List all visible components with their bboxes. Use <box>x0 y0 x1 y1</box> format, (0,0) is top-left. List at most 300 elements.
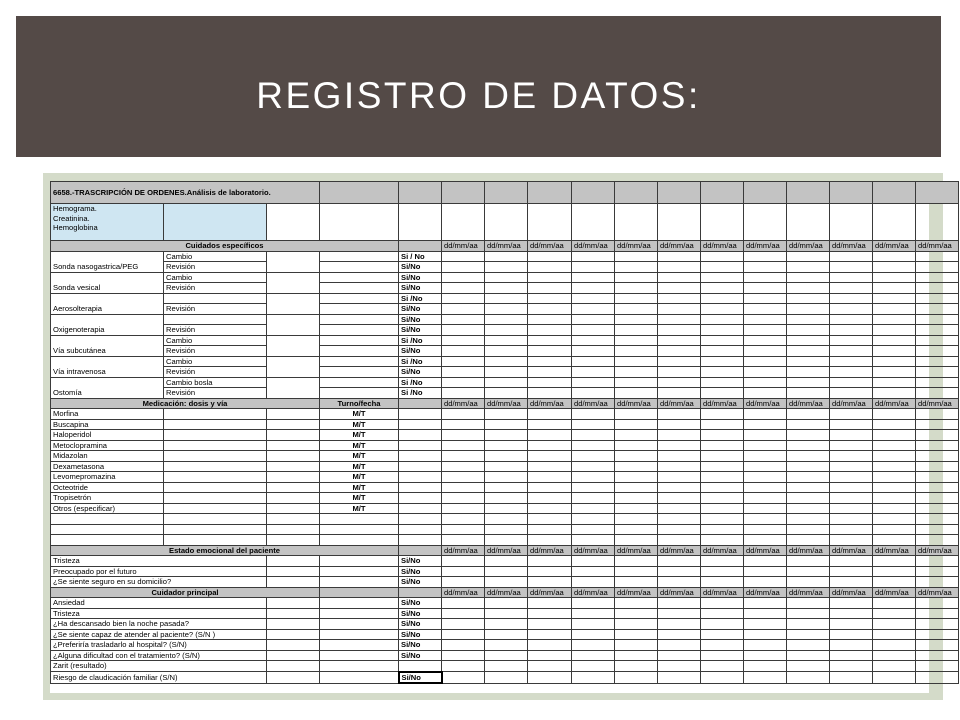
empty-cell <box>873 262 916 273</box>
empty-cell <box>830 598 873 609</box>
empty-cell <box>873 524 916 535</box>
empty-cell <box>744 556 787 567</box>
date-header-cell: dd/mm/aa <box>442 587 485 598</box>
empty-cell <box>485 409 528 420</box>
empty-cell <box>744 672 787 684</box>
empty-cell <box>744 335 787 346</box>
emotional-row <box>51 556 959 567</box>
empty-cell <box>701 503 744 514</box>
empty-cell <box>658 346 701 357</box>
empty-cell <box>615 672 658 684</box>
drug-label: Levomepromazina <box>51 472 164 483</box>
care-action-label: Revisión <box>164 388 267 399</box>
care-row <box>51 377 959 388</box>
turno-cell: M/T <box>320 430 399 441</box>
empty-cell <box>572 650 615 661</box>
empty-cell <box>615 262 658 273</box>
empty-cell <box>615 577 658 588</box>
empty-cell <box>320 629 399 640</box>
empty-cell <box>528 619 572 630</box>
empty-cell <box>615 367 658 378</box>
empty-cell <box>916 272 959 283</box>
empty-cell <box>442 293 485 304</box>
empty-cell <box>528 461 572 472</box>
empty-cell <box>658 204 701 241</box>
empty-cell <box>528 346 572 357</box>
empty-cell <box>615 283 658 294</box>
empty-cell <box>442 566 485 577</box>
empty-cell <box>744 182 787 204</box>
empty-cell <box>701 204 744 241</box>
empty-cell <box>528 556 572 567</box>
empty-cell <box>873 472 916 483</box>
date-header-cell: dd/mm/aa <box>572 398 615 409</box>
empty-cell <box>658 661 701 672</box>
empty-cell <box>528 325 572 336</box>
empty-cell <box>572 325 615 336</box>
empty-cell <box>916 440 959 451</box>
empty-cell <box>787 440 830 451</box>
empty-cell <box>615 388 658 399</box>
empty-cell <box>701 430 744 441</box>
empty-cell <box>399 503 442 514</box>
empty-cell <box>267 524 320 535</box>
empty-cell <box>399 461 442 472</box>
empty-cell <box>51 535 164 546</box>
medication-row <box>51 461 959 472</box>
empty-cell <box>399 493 442 504</box>
empty-cell <box>615 535 658 546</box>
section-row <box>51 241 959 252</box>
empty-cell <box>873 598 916 609</box>
date-header-cell: dd/mm/aa <box>873 545 916 556</box>
empty-cell <box>164 409 267 420</box>
empty-cell <box>787 377 830 388</box>
emotional-label: ¿Se siente seguro en su domicilio? <box>51 577 267 588</box>
empty-cell <box>701 314 744 325</box>
empty-cell <box>485 493 528 504</box>
empty-cell <box>615 503 658 514</box>
empty-cell <box>830 608 873 619</box>
care-action-label: Revisión <box>164 346 267 357</box>
empty-cell <box>572 440 615 451</box>
empty-cell <box>701 650 744 661</box>
empty-cell <box>701 608 744 619</box>
empty-cell <box>787 619 830 630</box>
empty-cell <box>744 514 787 525</box>
turno-cell: M/T <box>320 503 399 514</box>
blank-row <box>51 524 959 535</box>
empty-cell <box>658 629 701 640</box>
empty-cell <box>916 262 959 273</box>
section-row <box>51 398 959 409</box>
empty-cell <box>744 314 787 325</box>
empty-cell <box>787 367 830 378</box>
empty-cell <box>787 204 830 241</box>
empty-cell <box>916 661 959 672</box>
empty-cell <box>528 283 572 294</box>
empty-cell <box>267 451 320 462</box>
lab-test-label: Creatinina. <box>53 213 90 223</box>
empty-cell <box>485 367 528 378</box>
date-header-cell: dd/mm/aa <box>485 241 528 252</box>
empty-cell <box>485 451 528 462</box>
empty-cell <box>873 293 916 304</box>
empty-cell <box>787 335 830 346</box>
date-header-cell: dd/mm/aa <box>916 545 959 556</box>
empty-cell <box>916 182 959 204</box>
care-item-label: Vía intravenosa <box>51 356 164 377</box>
empty-cell <box>572 461 615 472</box>
page-title: REGISTRO DE DATOS: <box>256 74 701 116</box>
empty-cell <box>658 293 701 304</box>
empty-cell <box>442 461 485 472</box>
empty-cell <box>615 204 658 241</box>
empty-cell <box>615 182 658 204</box>
empty-cell <box>485 608 528 619</box>
empty-cell <box>830 650 873 661</box>
empty-cell <box>701 325 744 336</box>
caregiver-row <box>51 629 959 640</box>
empty-cell <box>873 482 916 493</box>
empty-cell <box>830 440 873 451</box>
empty-cell <box>873 346 916 357</box>
empty-cell <box>572 367 615 378</box>
date-header-cell: dd/mm/aa <box>701 398 744 409</box>
empty-cell <box>830 451 873 462</box>
empty-cell <box>485 472 528 483</box>
empty-cell <box>572 619 615 630</box>
empty-cell <box>320 293 399 304</box>
care-action-label: Revisión <box>164 262 267 273</box>
empty-cell <box>164 451 267 462</box>
caregiver-label: ¿Alguna dificultad con el tratamiento? (S/N) <box>51 650 267 661</box>
empty-cell <box>572 566 615 577</box>
empty-cell <box>442 430 485 441</box>
empty-cell <box>442 272 485 283</box>
date-header-cell: dd/mm/aa <box>830 241 873 252</box>
empty-cell <box>572 272 615 283</box>
empty-cell <box>615 251 658 262</box>
caregiver-row <box>51 672 959 684</box>
care-row <box>51 367 959 378</box>
turno-cell: M/T <box>320 482 399 493</box>
empty-cell <box>873 608 916 619</box>
empty-cell <box>830 482 873 493</box>
empty-cell <box>787 608 830 619</box>
empty-cell <box>528 409 572 420</box>
care-item-label: Sonda vesical <box>51 272 164 293</box>
empty-cell <box>442 640 485 651</box>
empty-cell <box>701 556 744 567</box>
empty-cell <box>442 204 485 241</box>
empty-cell <box>787 650 830 661</box>
empty-cell <box>787 672 830 684</box>
empty-cell <box>528 608 572 619</box>
medication-row <box>51 409 959 420</box>
date-header-cell: dd/mm/aa <box>658 398 701 409</box>
empty-cell <box>572 472 615 483</box>
empty-cell <box>267 608 320 619</box>
yes-no-cell: Si/No <box>399 325 442 336</box>
empty-cell <box>572 672 615 684</box>
empty-cell <box>830 182 873 204</box>
empty-cell <box>701 524 744 535</box>
empty-cell <box>267 556 320 567</box>
empty-cell <box>830 419 873 430</box>
drug-label: Metoclopramina <box>51 440 164 451</box>
empty-cell <box>399 204 442 241</box>
empty-cell <box>615 325 658 336</box>
empty-cell <box>442 619 485 630</box>
empty-cell <box>701 472 744 483</box>
empty-cell <box>701 419 744 430</box>
empty-cell <box>442 608 485 619</box>
empty-cell <box>830 493 873 504</box>
empty-cell <box>528 182 572 204</box>
empty-cell <box>267 577 320 588</box>
empty-cell <box>615 661 658 672</box>
date-header-cell: dd/mm/aa <box>830 398 873 409</box>
empty-cell <box>399 514 442 525</box>
medication-row <box>51 430 959 441</box>
empty-cell <box>787 472 830 483</box>
empty-cell <box>615 451 658 462</box>
medication-row <box>51 482 959 493</box>
empty-cell <box>485 262 528 273</box>
date-header-cell: dd/mm/aa <box>485 398 528 409</box>
empty-cell <box>744 419 787 430</box>
empty-cell <box>320 346 399 357</box>
empty-cell <box>164 493 267 504</box>
empty-cell <box>830 346 873 357</box>
section-title: Cuidador principal <box>51 587 320 598</box>
empty-cell <box>528 566 572 577</box>
empty-cell <box>320 661 399 672</box>
empty-cell <box>528 251 572 262</box>
blank-row <box>51 514 959 525</box>
empty-cell <box>830 640 873 651</box>
empty-cell <box>787 482 830 493</box>
empty-cell <box>916 650 959 661</box>
emotional-label: Tristeza <box>51 556 267 567</box>
yes-no-cell: Si/No <box>399 608 442 619</box>
drug-label: Buscapina <box>51 419 164 430</box>
empty-cell <box>658 556 701 567</box>
empty-cell <box>658 251 701 262</box>
empty-cell <box>615 335 658 346</box>
empty-cell <box>399 451 442 462</box>
empty-cell <box>658 440 701 451</box>
caregiver-label: ¿Preferiría trasladarlo al hospital? (S/N) <box>51 640 267 651</box>
empty-cell <box>485 182 528 204</box>
yes-no-cell: Si/No <box>399 619 442 630</box>
empty-cell <box>164 524 267 535</box>
empty-cell <box>485 314 528 325</box>
empty-cell <box>615 629 658 640</box>
empty-cell <box>442 661 485 672</box>
empty-cell <box>873 304 916 315</box>
empty-cell <box>485 535 528 546</box>
caregiver-label: ¿Se siente capaz de atender al paciente? (S/N ) <box>51 629 267 640</box>
empty-cell <box>442 182 485 204</box>
empty-cell <box>701 262 744 273</box>
empty-cell <box>485 304 528 315</box>
empty-cell <box>572 182 615 204</box>
empty-cell <box>787 409 830 420</box>
empty-cell <box>916 367 959 378</box>
empty-cell <box>615 524 658 535</box>
empty-cell <box>744 524 787 535</box>
empty-cell <box>442 503 485 514</box>
date-header-cell: dd/mm/aa <box>615 587 658 598</box>
empty-cell <box>701 440 744 451</box>
empty-cell <box>399 524 442 535</box>
empty-cell <box>528 514 572 525</box>
empty-cell <box>51 524 164 535</box>
yes-no-cell: Si/No <box>399 556 442 567</box>
drug-label: Octeotride <box>51 482 164 493</box>
empty-cell <box>320 608 399 619</box>
medication-row <box>51 419 959 430</box>
empty-cell <box>916 346 959 357</box>
care-action-label: Cambio <box>164 356 267 367</box>
yes-no-cell: Si/No <box>399 304 442 315</box>
caregiver-label: Tristeza <box>51 608 267 619</box>
date-header-cell: dd/mm/aa <box>744 241 787 252</box>
empty-cell <box>916 419 959 430</box>
lab-tests-cell <box>51 204 164 241</box>
empty-cell <box>916 535 959 546</box>
empty-cell <box>873 356 916 367</box>
empty-cell <box>485 598 528 609</box>
empty-cell <box>528 335 572 346</box>
empty-cell <box>744 251 787 262</box>
empty-cell <box>701 283 744 294</box>
empty-cell <box>572 524 615 535</box>
empty-cell <box>701 661 744 672</box>
empty-cell <box>572 388 615 399</box>
empty-cell <box>873 577 916 588</box>
empty-cell <box>873 314 916 325</box>
empty-cell <box>528 598 572 609</box>
empty-cell <box>744 325 787 336</box>
empty-cell <box>320 619 399 630</box>
yes-no-cell: Si/No <box>399 577 442 588</box>
empty-cell <box>485 388 528 399</box>
empty-cell <box>615 514 658 525</box>
yes-no-cell: Si/No <box>399 314 442 325</box>
empty-cell <box>528 430 572 441</box>
empty-cell <box>485 619 528 630</box>
empty-cell <box>873 388 916 399</box>
empty-cell <box>701 388 744 399</box>
empty-cell <box>442 629 485 640</box>
empty-cell <box>267 430 320 441</box>
care-row <box>51 325 959 336</box>
date-header-cell: dd/mm/aa <box>485 587 528 598</box>
empty-cell <box>916 598 959 609</box>
drug-label: Haloperidol <box>51 430 164 441</box>
date-header-cell: dd/mm/aa <box>916 587 959 598</box>
empty-cell <box>572 451 615 462</box>
medication-row <box>51 503 959 514</box>
care-row <box>51 346 959 357</box>
empty-cell <box>744 650 787 661</box>
empty-cell <box>830 388 873 399</box>
date-header-cell: dd/mm/aa <box>572 241 615 252</box>
empty-cell <box>744 461 787 472</box>
empty-cell <box>830 524 873 535</box>
empty-cell <box>744 566 787 577</box>
empty-cell <box>572 640 615 651</box>
date-header-cell: dd/mm/aa <box>830 587 873 598</box>
empty-cell <box>528 629 572 640</box>
section-row <box>51 545 959 556</box>
sheet-header: 6658.-TRASCRIPCIÓN DE ORDENES.Análisis de laboratorio. <box>51 182 320 204</box>
date-header-cell: dd/mm/aa <box>658 587 701 598</box>
empty-cell <box>164 461 267 472</box>
empty-cell <box>830 577 873 588</box>
empty-cell <box>267 461 320 472</box>
empty-cell <box>267 293 320 314</box>
empty-cell <box>916 377 959 388</box>
empty-cell <box>528 377 572 388</box>
empty-cell <box>485 283 528 294</box>
date-header-cell: dd/mm/aa <box>615 241 658 252</box>
yes-no-cell: Si/No <box>399 367 442 378</box>
empty-cell <box>701 272 744 283</box>
empty-cell <box>873 503 916 514</box>
empty-cell <box>572 283 615 294</box>
empty-cell <box>701 514 744 525</box>
empty-cell <box>787 629 830 640</box>
empty-cell <box>701 619 744 630</box>
empty-cell <box>916 388 959 399</box>
empty-cell <box>916 482 959 493</box>
empty-cell <box>916 293 959 304</box>
empty-cell <box>572 430 615 441</box>
turno-cell: M/T <box>320 493 399 504</box>
empty-cell <box>485 251 528 262</box>
empty-cell <box>572 556 615 567</box>
empty-cell <box>873 204 916 241</box>
empty-cell <box>615 472 658 483</box>
care-row <box>51 262 959 273</box>
empty-cell <box>267 629 320 640</box>
care-action-label: Revisión <box>164 367 267 378</box>
caregiver-row <box>51 608 959 619</box>
empty-cell <box>658 514 701 525</box>
empty-cell <box>787 598 830 609</box>
empty-cell <box>701 293 744 304</box>
date-header-cell: dd/mm/aa <box>485 545 528 556</box>
empty-cell <box>399 182 442 204</box>
empty-cell <box>830 472 873 483</box>
empty-cell <box>528 388 572 399</box>
empty-cell <box>442 650 485 661</box>
empty-cell <box>787 566 830 577</box>
empty-cell <box>744 346 787 357</box>
empty-cell <box>744 598 787 609</box>
care-item-label: Oxigenoterapia <box>51 314 164 335</box>
empty-cell <box>916 672 959 684</box>
empty-cell <box>485 577 528 588</box>
empty-cell <box>744 451 787 462</box>
empty-cell <box>572 409 615 420</box>
empty-cell <box>572 377 615 388</box>
lab-test-label: Hemograma. <box>53 204 97 213</box>
